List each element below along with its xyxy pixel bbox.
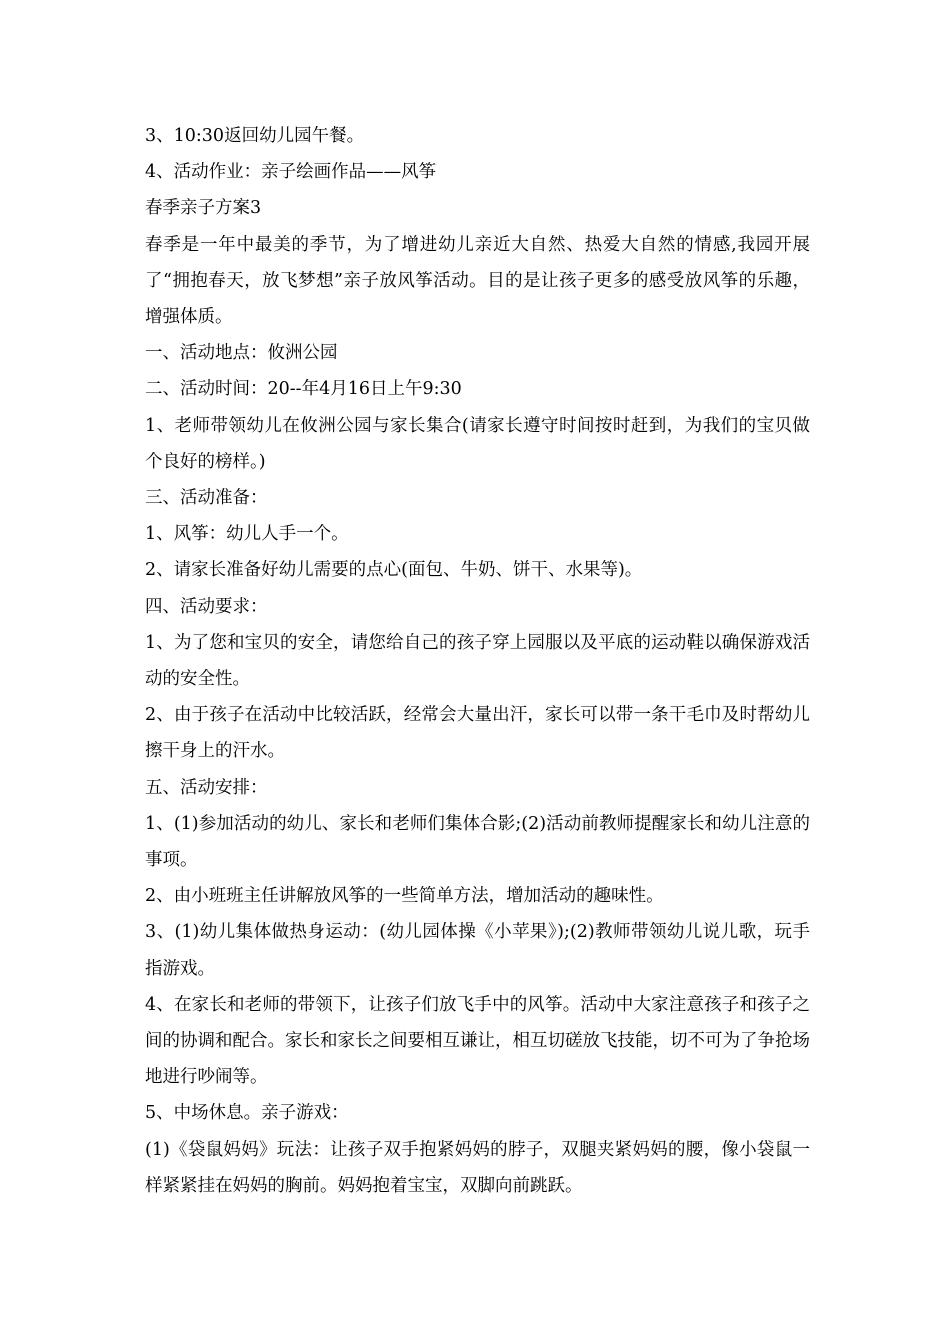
paragraph-group-photo: 1、(1)参加活动的幼儿、家长和老师们集体合影;(2)活动前教师提醒家长和幼儿注意的事项。 [145, 813, 810, 871]
paragraph-kite: 1、风筝：幼儿人手一个。 [145, 524, 349, 545]
paragraph-warmup: 3、(1)幼儿集体做热身运动：(幼儿园体操《小苹果》);(2)教师带领幼儿说儿歌，玩手指游戏。 [145, 922, 810, 979]
heading-activity-requirements: 四、活动要求： [145, 596, 268, 617]
paragraph-gathering: 1、老师带领幼儿在攸洲公园与家长集合(请家长遵守时间按时赶到，为我们的宝贝做个良好的榜样。) [145, 415, 810, 472]
paragraph-kite-method: 2、由小班班主任讲解放风筝的一些简单方法，增加活动的趣味性。 [145, 886, 664, 907]
paragraph-towel: 2、由于孩子在活动中比较活跃，经常会大量出汗，家长可以带一条干毛巾及时帮幼儿擦干身上的汗水。 [145, 705, 810, 762]
heading-activity-time: 二、活动时间：20--年4月16日上午9:30 [145, 379, 462, 400]
paragraph-intro: 春季是一年中最美的季节，为了增进幼儿亲近大自然、热爱大自然的情感,我园开展了“拥抱春天，放飞梦想”亲子放风筝活动。目的是让孩子更多的感受放风筝的乐趣，增强体质。 [145, 234, 810, 328]
document-body [145, 118, 810, 1204]
paragraph-kangaroo-game: (1)《袋鼠妈妈》玩法：让孩子双手抱紧妈妈的脖子，双腿夹紧妈妈的腰，像小袋鼠一样紧紧挂在妈妈的胸前。妈妈抱着宝宝，双脚向前跳跃。 [145, 1139, 810, 1196]
paragraph-activity-homework: 4、活动作业：亲子绘画作品——风筝 [145, 162, 437, 183]
paragraph-return-lunch: 3、10:30返回幼儿园午餐。 [145, 126, 365, 146]
heading-activity-preparation: 三、活动准备： [145, 488, 268, 509]
paragraph-safety: 1、为了您和宝贝的安全，请您给自己的孩子穿上园服以及平底的运动鞋以确保游戏活动的安全性。 [145, 632, 810, 690]
section-heading-plan-3: 春季亲子方案3 [145, 198, 262, 219]
paragraph-break-game: 5、中场休息。亲子游戏： [145, 1103, 349, 1124]
heading-activity-arrangement: 五、活动安排： [145, 777, 268, 798]
heading-activity-location: 一、活动地点：攸洲公园 [145, 343, 338, 364]
paragraph-fly-kites: 4、在家长和老师的带领下，让孩子们放飞手中的风筝。活动中大家注意孩子和孩子之间的协调和配合。家长和家长之间要相互谦让，相互切磋放飞技能，切不可为了争抢场地进行吵闹等。 [145, 994, 810, 1088]
paragraph-snacks: 2、请家长准备好幼儿需要的点心(面包、牛奶、饼干、水果等)。 [145, 560, 643, 581]
